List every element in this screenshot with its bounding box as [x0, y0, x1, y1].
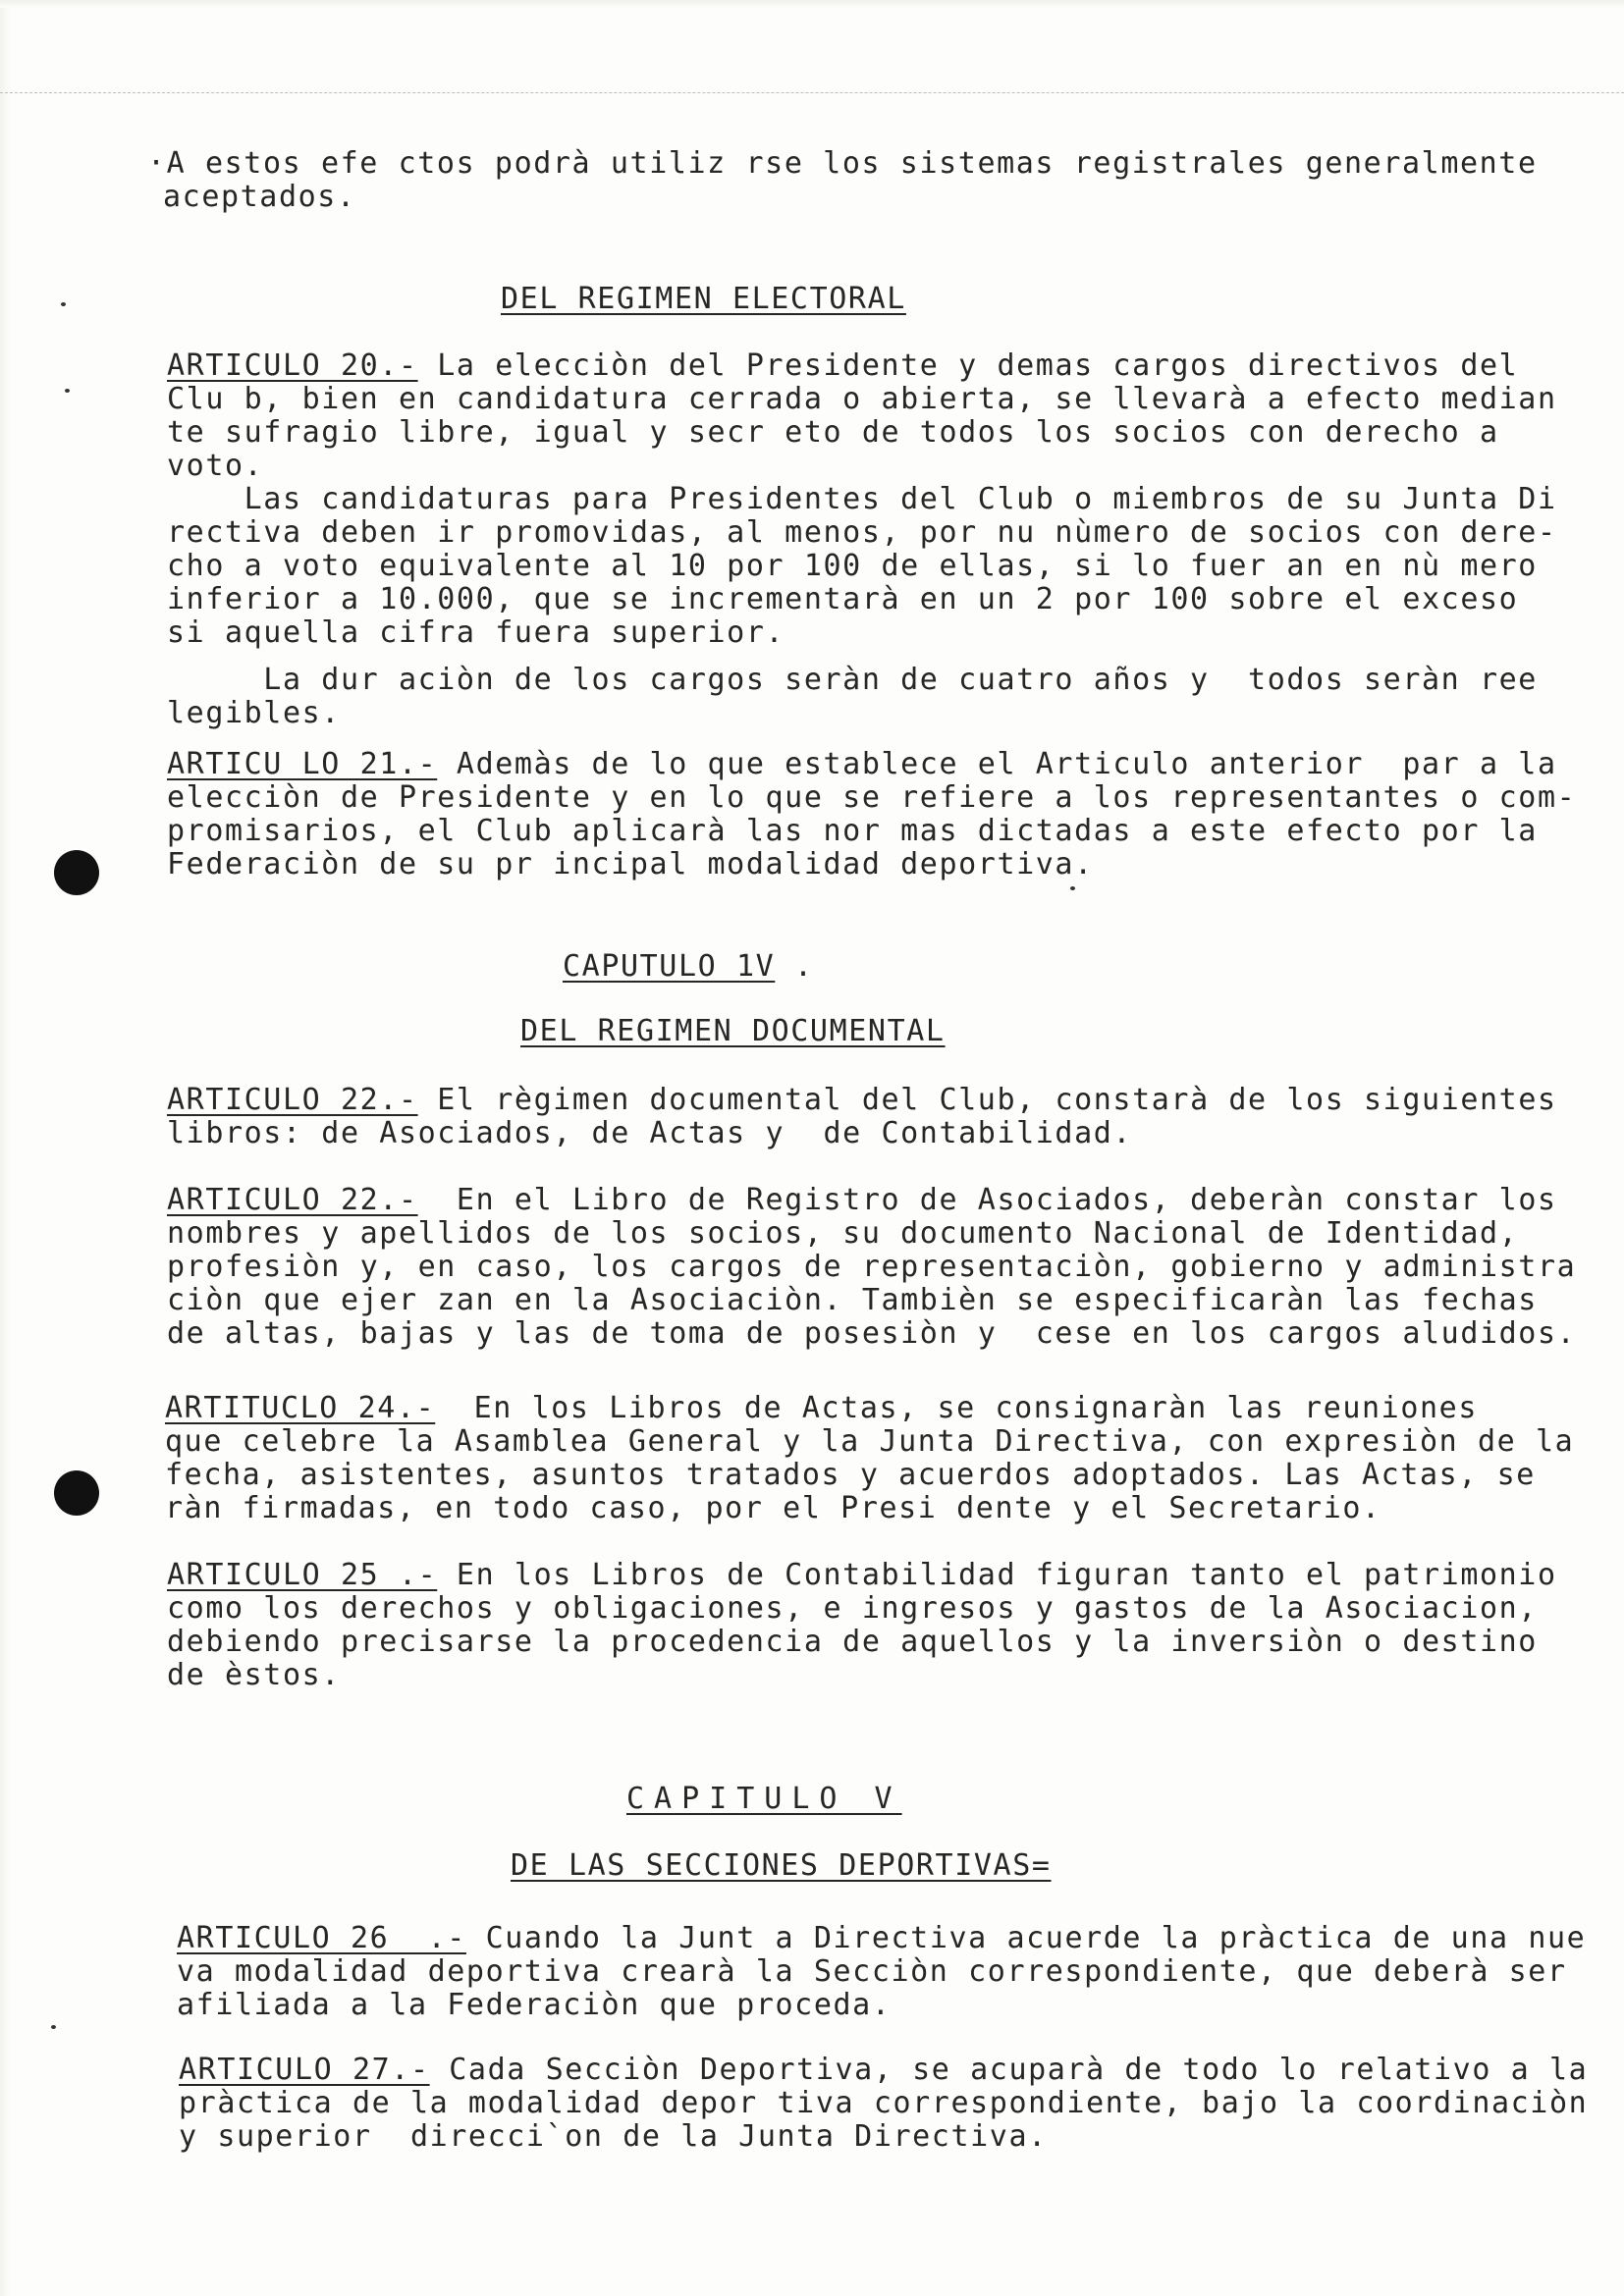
intro-line: ·A estos efe ctos podrà utiliz rse los sistemas registrales generalmente — [147, 146, 1538, 181]
article-line: como los derechos y obligaciones, e ingresos y gastos de la Asociacion, — [167, 1591, 1538, 1626]
article-line: va modalidad deportiva crearà la Secciòn correspondiente, que deberà ser — [177, 1954, 1567, 1989]
article-line: inferior a 10.000, que se incrementarà en un 2 por 100 sobre el exceso — [167, 582, 1519, 616]
article-line: fecha, asistentes, asuntos tratados y acuerdos adoptados. Las Actas, se — [165, 1458, 1536, 1492]
section-heading: DEL REGIMEN DOCUMENTAL — [520, 1014, 946, 1048]
article-line: Federaciòn de su pr incipal modalidad deportiva. — [167, 847, 1094, 881]
article-text: El règimen documental del Club, constarà de los siguientes — [417, 1083, 1557, 1117]
article-line: rectiva deben ir promovidas, al menos, por nu nùmero de socios con dere- — [167, 515, 1557, 550]
article-24 — [165, 1392, 1478, 1425]
article-25 — [167, 1559, 1557, 1592]
article-line: elecciòn de Presidente y en lo que se refiere a los representantes o com- — [167, 780, 1577, 815]
article-line: voto. — [167, 449, 264, 483]
article-label: ARTICULO 22.- — [167, 1083, 418, 1117]
article-line: afiliada a la Federaciòn que proceda. — [177, 1988, 892, 2022]
article-line: legibles. — [167, 696, 341, 730]
chapter-dot: . — [775, 949, 814, 984]
article-text: En el Libro de Registro de Asociados, deberàn constar los — [417, 1183, 1557, 1217]
article-line: y superior direcci`on de la Junta Directiva. — [179, 2119, 1048, 2154]
article-label: ARTICU LO 21.- — [167, 747, 438, 781]
article-text: En los Libros de Contabilidad figuran tanto el patrimonio — [437, 1558, 1557, 1592]
speck — [51, 2025, 56, 2029]
article-line: cho a voto equivalente al 10 por 100 de ellas, si lo fuer an en nù mero — [167, 549, 1538, 583]
article-line: libros: de Asociados, de Actas y de Contabilidad. — [167, 1116, 1133, 1150]
article-line: Clu b, bien en candidatura cerrada o abierta, se llevarà a efecto median — [167, 382, 1557, 416]
article-26 — [177, 1922, 1586, 1955]
article-text: La elecciòn del Presidente y demas cargos directivos del — [417, 348, 1519, 383]
article-line: La dur aciòn de los cargos seràn de cuatro años y todos seràn ree — [167, 663, 1538, 697]
article-22 — [167, 1084, 1557, 1117]
article-line: Las candidaturas para Presidentes del Club o miembros de su Junta Di — [167, 482, 1557, 516]
article-label: ARTITUCLO 24.- — [165, 1391, 436, 1425]
chapter-title: CAPUTULO 1V — [563, 949, 776, 984]
article-label: ARTICULO 22.- — [167, 1183, 418, 1217]
punch-hole — [54, 850, 99, 895]
article-text: Cada Secciòn Deportiva, se acuparà de todo lo relativo a la — [429, 2053, 1589, 2087]
article-27 — [179, 2054, 1588, 2087]
chapter-heading — [563, 950, 814, 984]
article-line: ràn firmadas, en todo caso, por el Presi dente y el Secretario. — [165, 1491, 1381, 1525]
article-text: En los Libros de Actas, se consignaràn las reuniones — [435, 1391, 1478, 1425]
article-line: ciòn que ejer zan en la Asociaciòn. Tambièn se especificaràn las fechas — [167, 1283, 1538, 1317]
article-line: de altas, bajas y las de toma de posesiòn y cese en los cargos aludidos. — [167, 1316, 1577, 1351]
article-text: Cuando la Junt a Directiva acuerde la pràctica de una nue — [465, 1921, 1587, 1955]
article-label: ARTICULO 25 .- — [167, 1558, 438, 1592]
section-heading: DEL REGIMEN ELECTORAL — [501, 282, 906, 316]
chapter-heading: CAPITULO V — [626, 1782, 902, 1816]
intro-line: aceptados. — [163, 180, 356, 214]
scan-edge — [0, 0, 10, 2296]
article-label: ARTICULO 26 .- — [177, 1921, 466, 1955]
article-label: ARTICULO 27.- — [179, 2053, 430, 2087]
article-text: Ademàs de lo que establece el Articulo anterior par a la — [437, 747, 1557, 781]
speck — [1070, 886, 1075, 890]
article-21 — [167, 748, 1557, 781]
article-line: debiendo precisarse la procedencia de aquellos y la inversiòn o destino — [167, 1625, 1538, 1659]
article-line: de èstos. — [167, 1658, 341, 1692]
article-20 — [167, 349, 1518, 383]
article-23 — [167, 1184, 1557, 1217]
article-line: te sufragio libre, igual y secr eto de todos los socios con derecho a — [167, 415, 1499, 450]
article-line: que celebre la Asamblea General y la Junta Directiva, con expresiòn de la — [165, 1424, 1575, 1459]
article-line: si aquella cifra fuera superior. — [167, 615, 785, 650]
article-label: ARTICULO 20.- — [167, 348, 418, 383]
punch-hole — [54, 1470, 99, 1516]
article-line: promisarios, el Club aplicarà las nor mas dictadas a este efecto por la — [167, 814, 1538, 848]
article-line: profesiòn y, en caso, los cargos de representaciòn, gobierno y administra — [167, 1250, 1577, 1284]
section-heading: DE LAS SECCIONES DEPORTIVAS= — [511, 1848, 1052, 1883]
speck — [65, 389, 70, 393]
speck — [61, 302, 66, 306]
article-line: nombres y apellidos de los socios, su documento Nacional de Identidad, — [167, 1216, 1519, 1251]
fold-line — [0, 92, 1624, 93]
scan-edge — [0, 0, 1624, 8]
article-line: pràctica de la modalidad depor tiva correspondiente, bajo la coordinaciòn — [179, 2086, 1589, 2120]
